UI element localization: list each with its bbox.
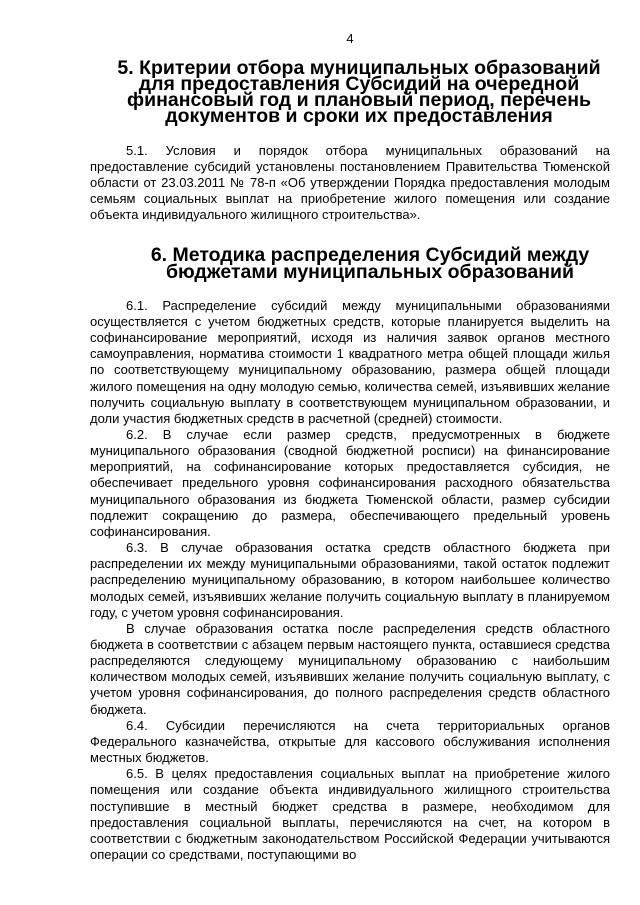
paragraph-6-3: 6.3. В случае образования остатка средств областного бюджета при распределении их между муниципальными образованиями, такой остаток подлежит распределению муниципальному образованию, в котором наибольшее количество молодых семей, изъявивших желание получить социальную выплату в планируемом году, с учетом уровня софинансирования. [90, 540, 610, 620]
section-6-heading: 6. Методика распределения Субсидий между бюджетами муниципальных образований [150, 244, 590, 283]
paragraph-6-5: 6.5. В целях предоставления социальных выплат на приобретение жилого помещения или создание объекта индивидуального жилищного строительства поступившие в местный бюджет средства в размере, необходимом для предоставления социальной выплаты, перечисляются на счет, на котором в соответствии с бюджетным законодательством Российской Федерации учитываются операции со средствами, поступающими во [90, 766, 610, 863]
paragraph-6-1: 6.1. Распределение субсидий между муниципальными образованиями осуществляется с учетом бюджетных средств, которые планируется выделить на софинансирование мероприятий, исходя из наличия заявок органов местного самоуправления, норматива стоимости 1 квадратного метра общей площади жилья по соответствующему муниципальному образованию, размера общей площади жилого помещения на одну молодую семью, количества семей, изъявивших желание получить социальную выплату в соответствующем муниципальном образовании, и доли участия бюджетных средств в расчетной (средней) стоимости. [90, 297, 610, 426]
paragraph-6-4: 6.4. Субсидии перечисляются на счета территориальных органов Федерального казначейства, открытые для кассового обслуживания исполнения местных бюджетов. [90, 717, 610, 766]
page-number: 4 [346, 31, 354, 46]
document-body [90, 57, 610, 863]
paragraph-6-2: 6.2. В случае если размер средств, предусмотренных в бюджете муниципального образования (сводной бюджетной росписи) на финансирование мероприятий, на софинансирование которых предоставляется субсидия, не обеспечивает предельного уровня софинансирования расходного обязательства муниципального образования из бюджета Тюменской области, размер субсидии подлежит сокращению до размера, обеспечивающего предельный уровень софинансирования. [90, 426, 610, 539]
section-5-heading: 5. Критерии отбора муниципальных образований для предоставления Субсидий на очередной финансовый год и плановый период, перечень документов и сроки их предоставления [117, 57, 601, 128]
paragraph-5-1: 5.1. Условия и порядок отбора муниципальных образований на предоставление субсидий установлены постановлением Правительства Тюменской области от 23.03.2011 № 78-п «Об утверждении Порядка предоставления молодым семьям социальных выплат на приобретение жилого помещения или создание объекта индивидуального жилищного строительства». [90, 142, 610, 223]
paragraph-6-3-continued: В случае образования остатка после распределения средств областного бюджета в соответствии с абзацем первым настоящего пункта, оставшиеся средства распределяются следующему муниципальному образованию с наибольшим количеством молодых семей, изъявивших желание получить социальную выплату, с учетом уровня софинансирования, до полного распределения средств областного бюджета. [90, 620, 610, 717]
